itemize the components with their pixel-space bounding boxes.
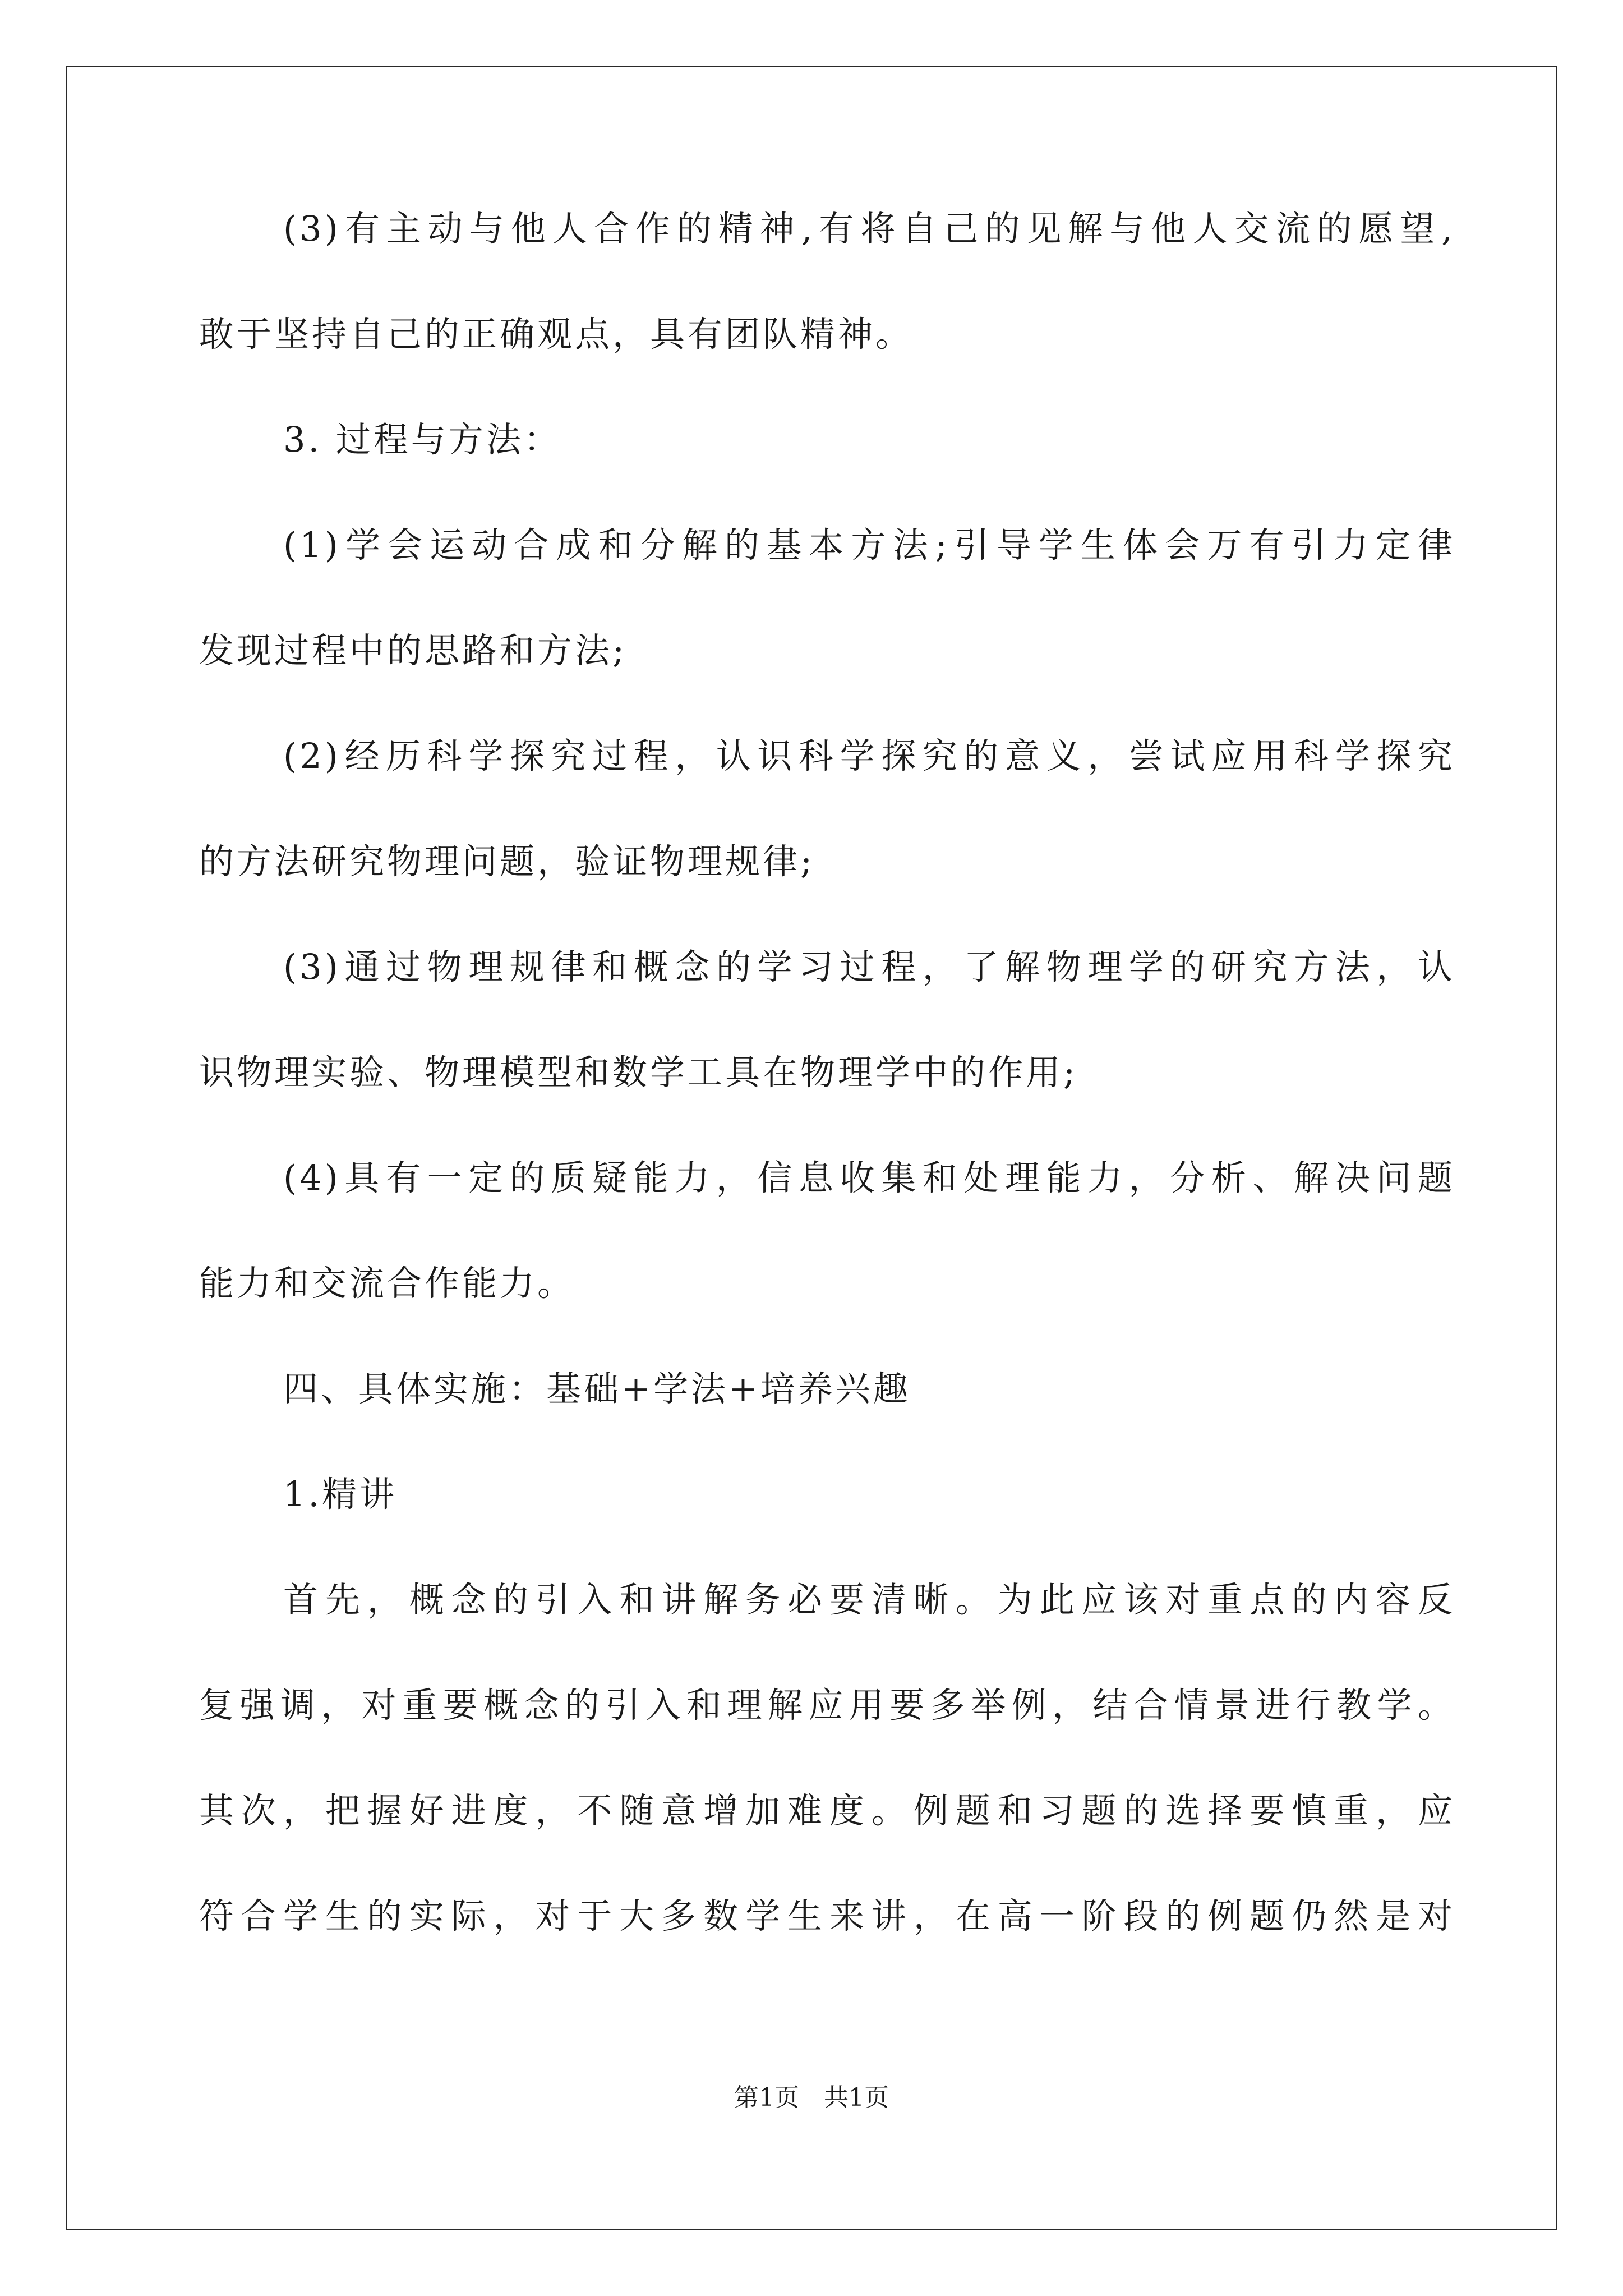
section-heading: 3. 过程与方法：	[283, 419, 561, 460]
paragraph-line: 敢于坚持自己的正确观点，具有团队精神。	[199, 314, 914, 355]
paragraph-line: (1)学会运动合成和分解的基本方法;引导学生体会万有引力定律	[283, 524, 1455, 565]
section-heading: 四、具体实施：基础+学法+培养兴趣	[283, 1368, 911, 1409]
paragraph-line: 的方法研究物理问题，验证物理规律;	[199, 841, 815, 882]
subsection-heading: 1.精讲	[283, 1474, 398, 1515]
paragraph-line: 识物理实验、物理模型和数学工具在物理学中的作用;	[199, 1052, 1078, 1093]
paragraph-line: (3)通过物理规律和概念的学习过程，了解物理学的研究方法，认	[283, 946, 1455, 987]
paragraph-line: (4)具有一定的质疑能力，信息收集和处理能力，分析、解决问题	[283, 1157, 1455, 1198]
paragraph-line: (3)有主动与他人合作的精神,有将自己的见解与他人交流的愿望,	[283, 208, 1455, 249]
paragraph-line: 符合学生的实际，对于大多数学生来讲，在高一阶段的例题仍然是对	[199, 1895, 1455, 1936]
paragraph-line: 发现过程中的思路和方法;	[199, 630, 627, 671]
paragraph-line: 复强调，对重要概念的引入和理解应用要多举例，结合情景进行教学。	[199, 1685, 1455, 1726]
paragraph-line: 能力和交流合作能力。	[199, 1263, 575, 1304]
paragraph-line: (2)经历科学探究过程，认识科学探究的意义，尝试应用科学探究	[283, 735, 1455, 776]
page-footer: 第1页 共1页	[734, 2083, 889, 2112]
paragraph-line: 首先，概念的引入和讲解务必要清晰。为此应该对重点的内容反	[283, 1579, 1455, 1620]
paragraph-line: 其次，把握好进度，不随意增加难度。例题和习题的选择要慎重，应	[199, 1790, 1455, 1831]
